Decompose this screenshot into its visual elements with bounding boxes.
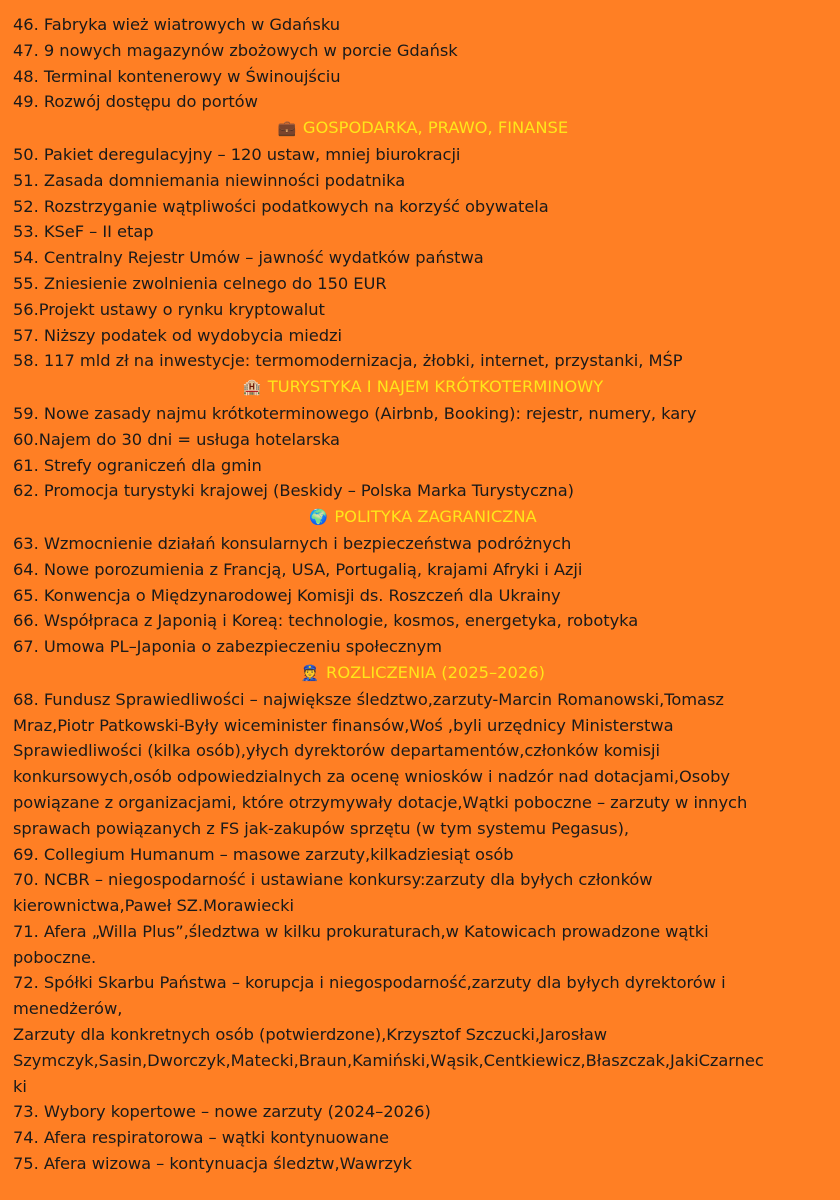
list-item: 66. Współpraca z Japonią i Koreą: technologie, kosmos, energetyka, robotyka [13, 611, 639, 631]
list-item-line: 75. Afera wizowa – kontynuacja śledztw,Wawrzyk [13, 1154, 412, 1174]
list-item-line: sprawach powiązanych z FS jak-zakupów sprzętu (w tym systemu Pegasus), [13, 818, 630, 838]
police-officer-icon: 👮 [300, 663, 320, 682]
list-item-line: menedżerów, [13, 999, 123, 1019]
section-title: ROZLICZENIA (2025–2026) [326, 662, 545, 682]
list-item: 67. Umowa PL–Japonia o zabezpieczeniu społecznym [13, 637, 442, 657]
list-item-line: 69. Collegium Humanum – masowe zarzuty,kilkadziesiąt osób [13, 844, 514, 864]
list-item: 53. KSeF – II etap [13, 222, 154, 242]
list-item-line: kierownictwa,Paweł SZ.Morawiecki [13, 896, 294, 916]
list-group-tourism [13, 401, 832, 504]
list-item: 55. Zniesienie zwolnienia celnego do 150 EUR [13, 273, 387, 293]
list-item: 59. Nowe zasady najmu krótkoterminowego (Airbnb, Booking): rejestr, numery, kary [13, 403, 697, 423]
list-group-economy [13, 142, 832, 374]
list-item: 65. Konwencja o Międzynarodowej Komisji ds. Roszczeń dla Ukrainy [13, 585, 561, 605]
list-item: 54. Centralny Rejestr Umów – jawność wydatków państwa [13, 248, 484, 268]
section-heading-economy [13, 115, 832, 142]
list-group-foreign-policy [13, 531, 832, 660]
list-item-line: 70. NCBR – niegospodarność i ustawiane konkursy:zarzuty dla byłych członków [13, 870, 653, 890]
hotel-icon: 🏨 [242, 378, 262, 397]
list-item: 48. Terminal kontenerowy w Świnoujściu [13, 66, 341, 86]
list-group-settlements [13, 687, 832, 1177]
section-title: GOSPODARKA, PRAWO, FINANSE [302, 118, 569, 138]
list-item-line: 74. Afera respiratorowa – wątki kontynuowane [13, 1128, 389, 1148]
list-item-line: Mraz,Piotr Patkowski-Były wiceminister finansów,Woś ,byli urzędnicy Ministerstwa [13, 715, 674, 735]
list-item: 64. Nowe porozumienia z Francją, USA, Portugalią, krajami Afryki i Azji [13, 559, 583, 579]
list-item-line: 73. Wybory kopertowe – nowe zarzuty (2024–2026) [13, 1102, 431, 1122]
list-item-line: 71. Afera „Willa Plus”,śledztwa w kilku prokuraturach,w Katowicach prowadzone wątki [13, 921, 709, 941]
list-group-ports [13, 12, 832, 115]
globe-icon: 🌍 [308, 508, 328, 527]
list-item: 62. Promocja turystyki krajowej (Beskidy – Polska Marka Turystyczna) [13, 481, 574, 501]
list-item-line: 72. Spółki Skarbu Państwa – korupcja i niegospodarność,zarzuty dla byłych dyrektorów i [13, 973, 726, 993]
list-item: 46. Fabryka wież wiatrowych w Gdańsku [13, 15, 340, 34]
list-item-line: Zarzuty dla konkretnych osób (potwierdzone),Krzysztof Szczucki,Jarosław [13, 1025, 608, 1045]
list-item-line: Szymczyk,Sasin,Dworczyk,Matecki,Braun,Kamiński,Wąsik,Centkiewicz,Błaszczak,JakiCzarnec [13, 1050, 764, 1070]
list-item-line: powiązane z organizacjami, które otrzymywały dotacje,Wątki poboczne – zarzuty w innych [13, 792, 748, 812]
section-title: POLITYKA ZAGRANICZNA [334, 507, 537, 527]
section-title: TURYSTYKA I NAJEM KRÓTKOTERMINOWY [267, 377, 604, 397]
list-item-line: ki [13, 1076, 27, 1096]
list-item: 60.Najem do 30 dni = usługa hotelarska [13, 429, 340, 449]
list-item: 50. Pakiet deregulacyjny – 120 ustaw, mniej biurokracji [13, 144, 461, 164]
list-item-line: poboczne. [13, 947, 97, 967]
list-item: 61. Strefy ograniczeń dla gmin [13, 455, 262, 475]
section-heading-settlements [13, 660, 832, 687]
list-item: 52. Rozstrzyganie wątpliwości podatkowych na korzyść obywatela [13, 196, 549, 216]
list-item-line: konkursowych,osób odpowiedzialnych za ocenę wniosków i nadzór nad dotacjami,Osoby [13, 767, 730, 787]
list-item: 57. Niższy podatek od wydobycia miedzi [13, 325, 342, 345]
list-item: 63. Wzmocnienie działań konsularnych i bezpieczeństwa podróżnych [13, 533, 572, 553]
list-item: 56.Projekt ustawy o rynku kryptowalut [13, 299, 325, 319]
list-item: 58. 117 mld zł na inwestycje: termomodernizacja, żłobki, internet, przystanki, MŚP [13, 351, 683, 371]
section-heading-foreign-policy [13, 504, 832, 531]
list-item: 47. 9 nowych magazynów zbożowych w porcie Gdańsk [13, 40, 458, 60]
list-item-line: 68. Fundusz Sprawiedliwości – największe śledztwo,zarzuty-Marcin Romanowski,Tomasz [13, 689, 724, 709]
list-item: 51. Zasada domniemania niewinności podatnika [13, 170, 406, 190]
list-item: 49. Rozwój dostępu do portów [13, 92, 258, 112]
briefcase-icon: 💼 [277, 119, 297, 138]
list-item-line: Sprawiedliwości (kilka osób),yłych dyrektorów departamentów,członków komisji [13, 741, 660, 761]
section-heading-tourism [13, 374, 832, 401]
